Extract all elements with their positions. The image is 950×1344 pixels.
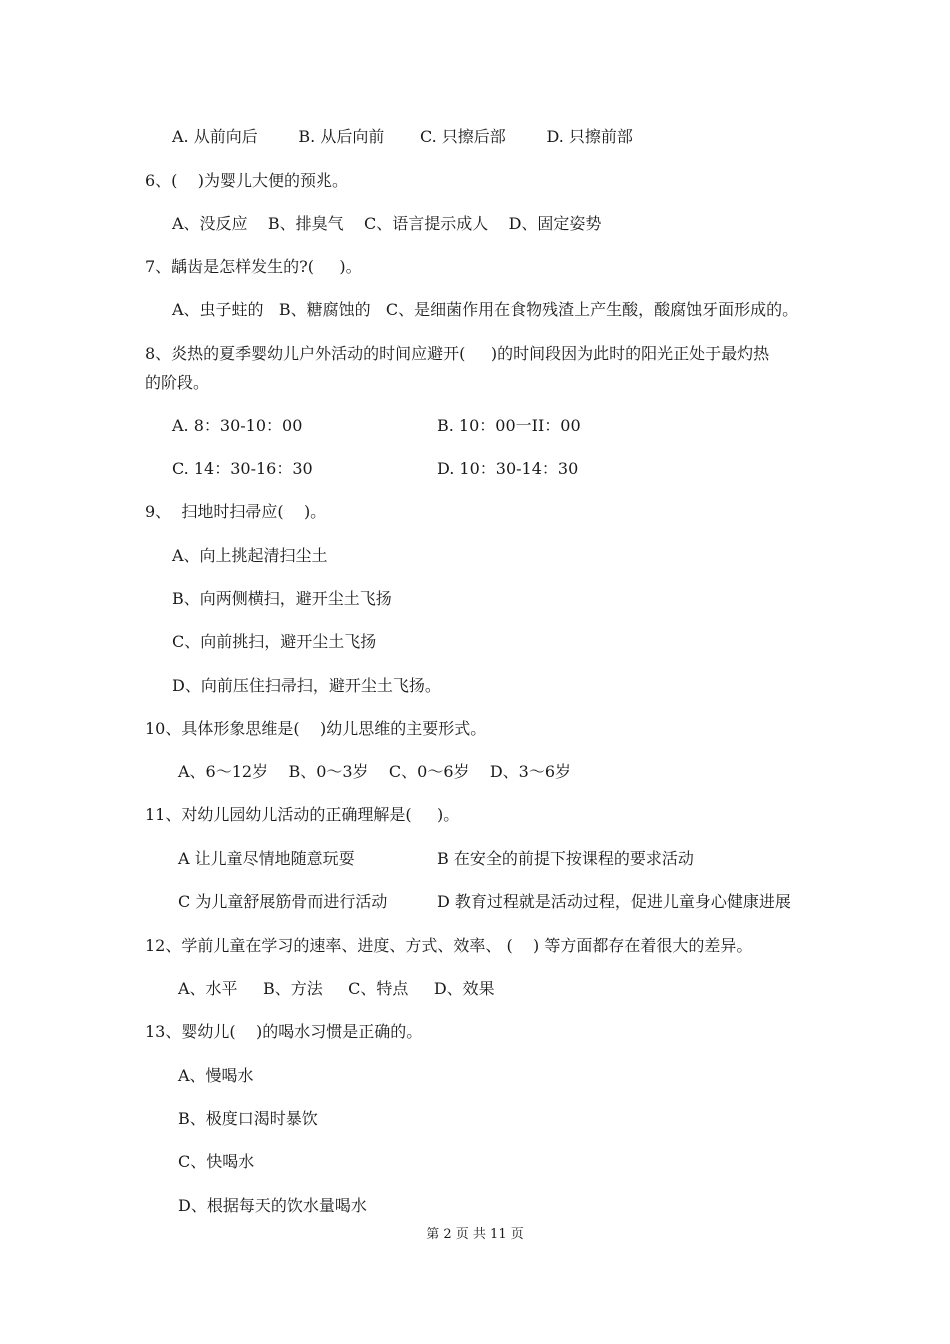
page-footer: 第 2 页 共 11 页 bbox=[426, 1227, 524, 1242]
q10-options: A、6～12岁 B、0～3岁 C、0～6岁 D、3～6岁 bbox=[178, 762, 572, 781]
q8-option-b: B. 10：00一II：00 bbox=[437, 416, 581, 435]
q8-question-line2: 的阶段。 bbox=[145, 373, 210, 392]
q6-question: 6、( )为婴儿大便的预兆。 bbox=[145, 171, 349, 190]
q8-option-c: C. 14：30-16：30 bbox=[172, 459, 313, 478]
q8-option-a: A. 8：30-10：00 bbox=[172, 416, 303, 435]
q7-options: A、虫子蛀的 B、糖腐蚀的 C、是细菌作用在食物残渣上产生酸，酸腐蚀牙面形成的。 bbox=[172, 300, 799, 319]
q13-option-d: D、根据每天的饮水量喝水 bbox=[178, 1196, 367, 1215]
q11-option-c: C 为儿童舒展筋骨而进行活动 bbox=[178, 892, 388, 911]
q9-question: 9、 扫地时扫帚应( )。 bbox=[145, 502, 327, 521]
q6-options: A、没反应 B、排臭气 C、语言提示成人 D、固定姿势 bbox=[172, 214, 602, 233]
q13-option-b: B、极度口渴时暴饮 bbox=[178, 1109, 318, 1128]
q9-option-c: C、向前挑扫，避开尘土飞扬 bbox=[172, 632, 377, 651]
q13-option-c: C、快喝水 bbox=[178, 1152, 255, 1171]
q5-options: A. 从前向后 B. 从后向前 C. 只擦后部 D. 只擦前部 bbox=[172, 127, 633, 146]
q11-option-a: A 让儿童尽情地随意玩耍 bbox=[178, 849, 355, 868]
q7-question: 7、龋齿是怎样发生的?( )。 bbox=[145, 257, 362, 276]
q8-question-line1: 8、炎热的夏季婴幼儿户外活动的时间应避开( )的时间段因为此时的阳光正处于最灼热 bbox=[145, 344, 770, 363]
q13-option-a: A、慢喝水 bbox=[178, 1066, 254, 1085]
q8-option-d: D. 10：30-14：30 bbox=[437, 459, 579, 478]
q12-question: 12、学前儿童在学习的速率、进度、方式、效率、 ( ) 等方面都存在着很大的差异。 bbox=[145, 936, 753, 955]
q12-options: A、水平 B、方法 C、特点 D、效果 bbox=[178, 979, 495, 998]
q9-option-a: A、向上挑起清扫尘土 bbox=[172, 546, 328, 565]
q11-option-b: B 在安全的前提下按课程的要求活动 bbox=[437, 849, 694, 868]
q13-question: 13、婴幼儿( )的喝水习惯是正确的。 bbox=[145, 1022, 423, 1041]
q10-question: 10、具体形象思维是( )幼儿思维的主要形式。 bbox=[145, 719, 487, 738]
q11-question: 11、对幼儿园幼儿活动的正确理解是( )。 bbox=[145, 805, 460, 824]
q9-option-b: B、向两侧横扫，避开尘土飞扬 bbox=[172, 589, 392, 608]
q11-option-d: D 教育过程就是活动过程，促进儿童身心健康进展 bbox=[437, 892, 791, 911]
q9-option-d: D、向前压住扫帚扫，避开尘土飞扬。 bbox=[172, 676, 441, 695]
